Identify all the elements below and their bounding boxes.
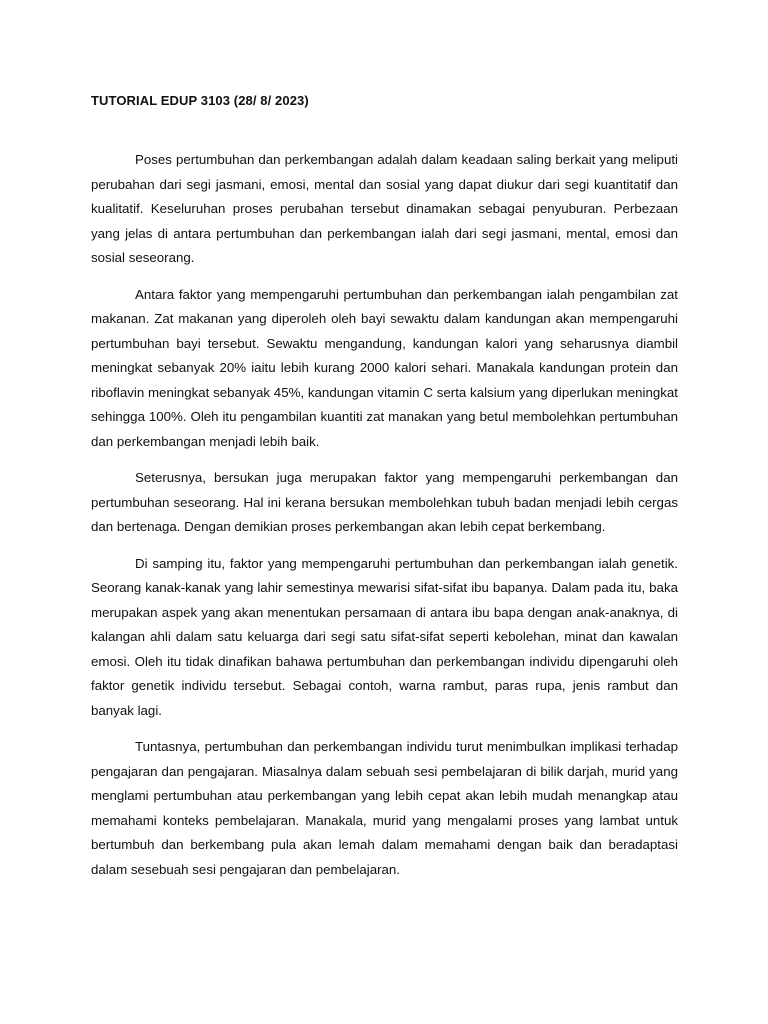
document-title: TUTORIAL EDUP 3103 (28/ 8/ 2023) bbox=[91, 93, 309, 108]
paragraph: Seterusnya, bersukan juga merupakan faktor yang mempengaruhi perkembangan dan pertumbuhan seseorang. Hal ini kerana bersukan membolehkan tubuh badan menjadi lebih cergas dan bertenaga. Dengan demikian proses perkembangan akan lebih cepat berkembang. bbox=[91, 470, 678, 534]
paragraph: Tuntasnya, pertumbuhan dan perkembangan individu turut menimbulkan implikasi terhadap pengajaran dan pengajaran. Miasalnya dalam sebuah sesi pembelajaran di bilik darjah, murid yang menglami pertumbuhan atau perkembangan yang lebih cepat akan lebih mudah menangkap atau memahami konteks pembelajaran. Manakala, murid yang mengalami proses yang lambat untuk bertumbuh dan berkembang pula akan lemah dalam memahami dengan baik dan beradaptasi dalam sesebuah sesi pengajaran dan pembelajaran. bbox=[91, 739, 678, 877]
paragraph: Antara faktor yang mempengaruhi pertumbuhan dan perkembangan ialah pengambilan zat makanan. Zat makanan yang diperoleh oleh bayi sewaktu dalam kandungan akan mempengaruhi pertumbuhan bayi tersebut. Sewaktu mengandung, kandungan kalori yang seharusnya diambil meningkat sebanyak 20% iaitu lebih kurang 2000 kalori sehari. Manakala kandungan protein dan riboflavin meningkat sebanyak 45%, kandungan vitamin C serta kalsium yang diperlukan meningkat sehingga 100%. Oleh itu pengambilan kuantiti zat manakan yang betul membolehkan pertumbuhan dan perkembangan menjadi lebih baik. bbox=[91, 286, 678, 449]
paragraph: Di samping itu, faktor yang mempengaruhi pertumbuhan dan perkembangan ialah genetik. Seorang kanak-kanak yang lahir semestinya mewarisi sifat-sifat ibu bapanya. Dalam pada itu, baka merupakan aspek yang akan menentukan persamaan di antara ibu bapa dengan anak-anaknya, di kalangan ahli dalam satu keluarga dari segi satu sifat-sifat seperti kebolehan, minat dan kawalan emosi. Oleh itu tidak dinafikan bahawa pertumbuhan dan perkembangan individu dipengaruhi oleh faktor genetik individu tersebut. Sebagai contoh, warna rambut, paras rupa, jenis rambut dan banyak lagi. bbox=[91, 555, 678, 718]
document-body bbox=[91, 148, 678, 894]
paragraph: Poses pertumbuhan dan perkembangan adalah dalam keadaan saling berkait yang meliputi perubahan dari segi jasmani, emosi, mental dan sosial yang dapat diukur dari segi kuantitatif dan kualitatif. Keseluruhan proses perubahan tersebut dinamakan sebagai penyuburan. Perbezaan yang jelas di antara pertumbuhan dan perkembangan ialah dari segi jasmani, mental, emosi dan sosial seseorang. bbox=[91, 152, 678, 265]
